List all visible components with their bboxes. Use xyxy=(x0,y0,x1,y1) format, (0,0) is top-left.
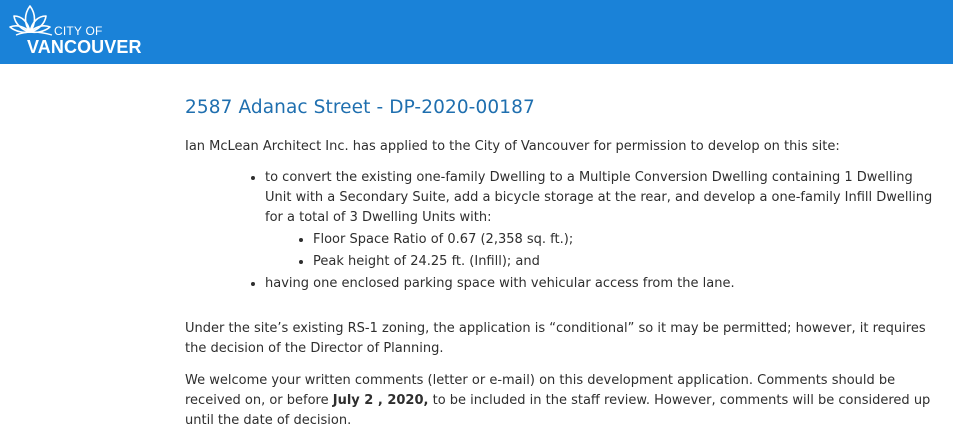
comments-paragraph xyxy=(185,371,940,431)
proposal-list xyxy=(185,168,940,294)
proposal-sublist xyxy=(265,230,940,272)
comments-deadline-date: July 2 , 2020, xyxy=(332,393,429,408)
page-title: 2587 Adanac Street - DP-2020-00187 xyxy=(185,97,535,118)
comments-text-before: We welcome your written comments (letter or e-mail) on this development application. Comments should be received on, or before xyxy=(185,373,896,408)
sub-list-item: • Peak height of 24.25 ft. (Infill); and xyxy=(313,252,940,272)
list-item-text: to convert the existing one-family Dwelling to a Multiple Conversion Dwelling containing 1 Dwelling Unit with a Secondary Suite, add a bicycle storage at the rear, and develop a one-family Infill Dwelling for a total of 3 Dwelling Units with: xyxy=(265,170,933,225)
comments-text-after: to be included in the staff review. However, comments will be considered up until the date of decision. xyxy=(185,393,931,428)
main-content xyxy=(185,95,940,431)
logo-city-of-text: CITY OF xyxy=(54,24,103,38)
sub-list-item: • Floor Space Ratio of 0.67 (2,358 sq. ft.); xyxy=(313,230,940,250)
intro-paragraph: Ian McLean Architect Inc. has applied to the City of Vancouver for permission to develop on this site: xyxy=(185,139,840,154)
logo-vancouver-text: VANCOUVER xyxy=(27,37,142,57)
list-item: • having one enclosed parking space with vehicular access from the lane. xyxy=(265,274,940,294)
zoning-paragraph: Under the site’s existing RS-1 zoning, the application is “conditional” so it may be permitted; however, it requires the decision of the Director of Planning. xyxy=(185,321,926,356)
list-item xyxy=(265,168,940,272)
site-header xyxy=(0,0,953,64)
city-logo[interactable] xyxy=(8,2,148,60)
